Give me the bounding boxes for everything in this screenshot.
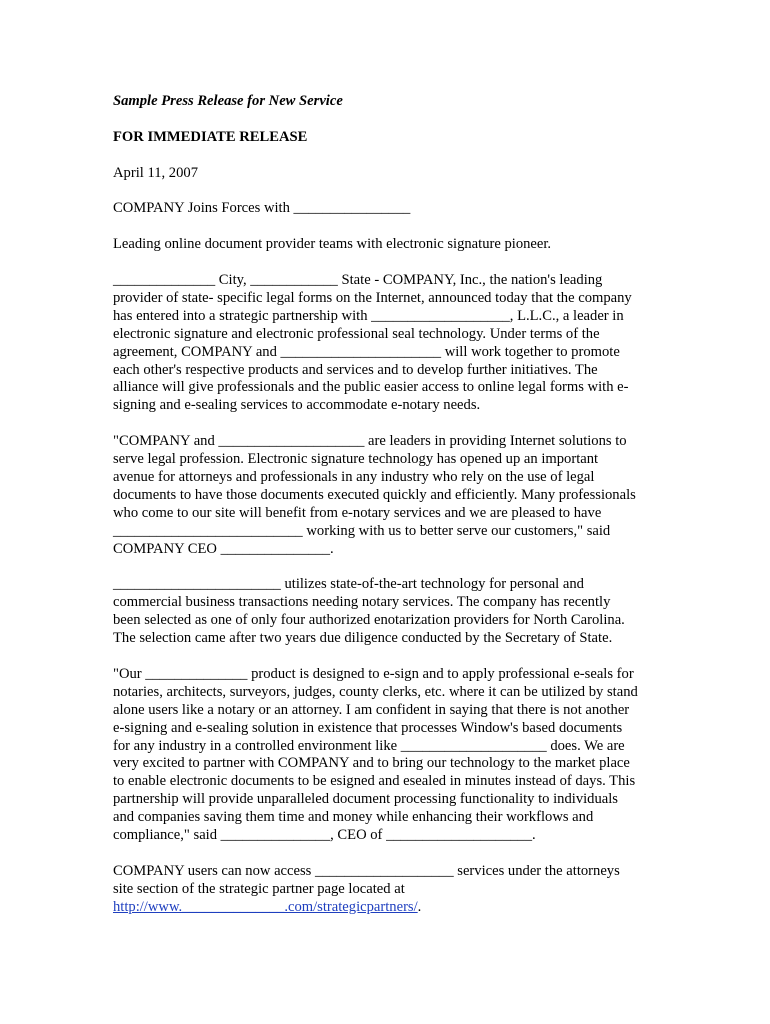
paragraph-line: and companies saving them time and money while enhancing their workflows and bbox=[113, 809, 594, 826]
strategic-partners-link[interactable]: http://www.______________.com/strategicpartners/ bbox=[113, 898, 418, 915]
paragraph-line: _______________________ utilizes state-of-the-art technology for personal and bbox=[113, 576, 584, 593]
paragraph-line: agreement, COMPANY and ______________________ will work together to promote bbox=[113, 343, 620, 360]
headline: COMPANY Joins Forces with ________________ bbox=[113, 200, 411, 217]
paragraph-5 bbox=[113, 863, 661, 917]
paragraph-line: commercial business transactions needing notary services. The company has recently bbox=[113, 594, 611, 611]
link-line bbox=[113, 899, 661, 917]
paragraph-line: serve legal profession. Electronic signature technology has opened up an important bbox=[113, 451, 599, 468]
paragraph-line: The selection came after two years due diligence conducted by the Secretary of State. bbox=[113, 630, 613, 647]
spacer bbox=[113, 415, 661, 433]
paragraph-line: been selected as one of only four authorized enotarization providers for North Carolina. bbox=[113, 612, 625, 629]
paragraph-line: signing and e-sealing services to accommodate e-notary needs. bbox=[113, 397, 481, 414]
paragraph-line: to enable electronic documents to be esigned and esealed in minutes instead of days. This bbox=[113, 773, 636, 790]
paragraph-line: each other's respective products and services and to develop further initiatives. The bbox=[113, 361, 598, 378]
paragraph-line: notaries, architects, surveyors, judges, county clerks, etc. where it can be utilized by stand bbox=[113, 683, 638, 700]
paragraph-line: electronic signature and electronic professional seal technology. Under terms of the bbox=[113, 325, 600, 342]
press-release-body bbox=[113, 93, 661, 917]
paragraph-1 bbox=[113, 272, 661, 415]
paragraph-line: avenue for attorneys and professionals in any industry who rely on the use of legal bbox=[113, 468, 595, 485]
paragraph-line: __________________________ working with us to better serve our customers," said bbox=[113, 522, 611, 539]
paragraph-line: COMPANY users can now access ___________________ services under the attorneys bbox=[113, 862, 620, 879]
spacer bbox=[113, 218, 661, 236]
spacer bbox=[113, 111, 661, 129]
spacer bbox=[113, 558, 661, 576]
paragraph-line: who come to our site will benefit from e-notary services and we are pleased to have bbox=[113, 504, 602, 521]
release-line: FOR IMMEDIATE RELEASE bbox=[113, 128, 308, 145]
paragraph-2 bbox=[113, 433, 661, 558]
release-date: April 11, 2007 bbox=[113, 164, 198, 181]
link-trailer: . bbox=[417, 898, 422, 915]
paragraph-line: has entered into a strategic partnership with ___________________, L.L.C., a leader in bbox=[113, 307, 624, 324]
paragraph-line: ______________ City, ____________ State - COMPANY, Inc., the nation's leading bbox=[113, 271, 603, 288]
paragraph-line: e-signing and e-sealing solution in existence that processes Window's based documents bbox=[113, 719, 623, 736]
spacer bbox=[113, 147, 661, 165]
paragraph-4 bbox=[113, 666, 661, 845]
paragraph-line: alliance will give professionals and the public easier access to online legal forms with e- bbox=[113, 379, 629, 396]
paragraph-line: COMPANY CEO _______________. bbox=[113, 540, 334, 557]
paragraph-line: provider of state- specific legal forms on the Internet, announced today that the company bbox=[113, 289, 632, 306]
paragraph-line: site section of the strategic partner page located at bbox=[113, 880, 405, 897]
document-title: Sample Press Release for New Service bbox=[113, 93, 343, 109]
paragraph-line: partnership will provide unparalleled document processing functionality to individuals bbox=[113, 791, 618, 808]
paragraph-3 bbox=[113, 576, 661, 648]
paragraph-line: compliance," said _______________, CEO of ____________________. bbox=[113, 827, 536, 844]
spacer bbox=[113, 845, 661, 863]
paragraph-line: documents to have those documents executed quickly and efficiently. Many professionals bbox=[113, 486, 636, 503]
paragraph-line: "Our ______________ product is designed to e-sign and to apply professional e-seals for bbox=[113, 665, 634, 682]
subheadline: Leading online document provider teams with electronic signature pioneer. bbox=[113, 236, 552, 253]
paragraph-line: very excited to partner with COMPANY and to bring our technology to the market place bbox=[113, 755, 630, 772]
paragraph-line: for any industry in a controlled environment like ____________________ does. We are bbox=[113, 737, 625, 754]
paragraph-line: alone users like a notary or an attorney. I am confident in saying that there is not another bbox=[113, 701, 630, 718]
paragraph-line: "COMPANY and ____________________ are leaders in providing Internet solutions to bbox=[113, 433, 627, 450]
spacer bbox=[113, 254, 661, 272]
spacer bbox=[113, 183, 661, 201]
spacer bbox=[113, 648, 661, 666]
